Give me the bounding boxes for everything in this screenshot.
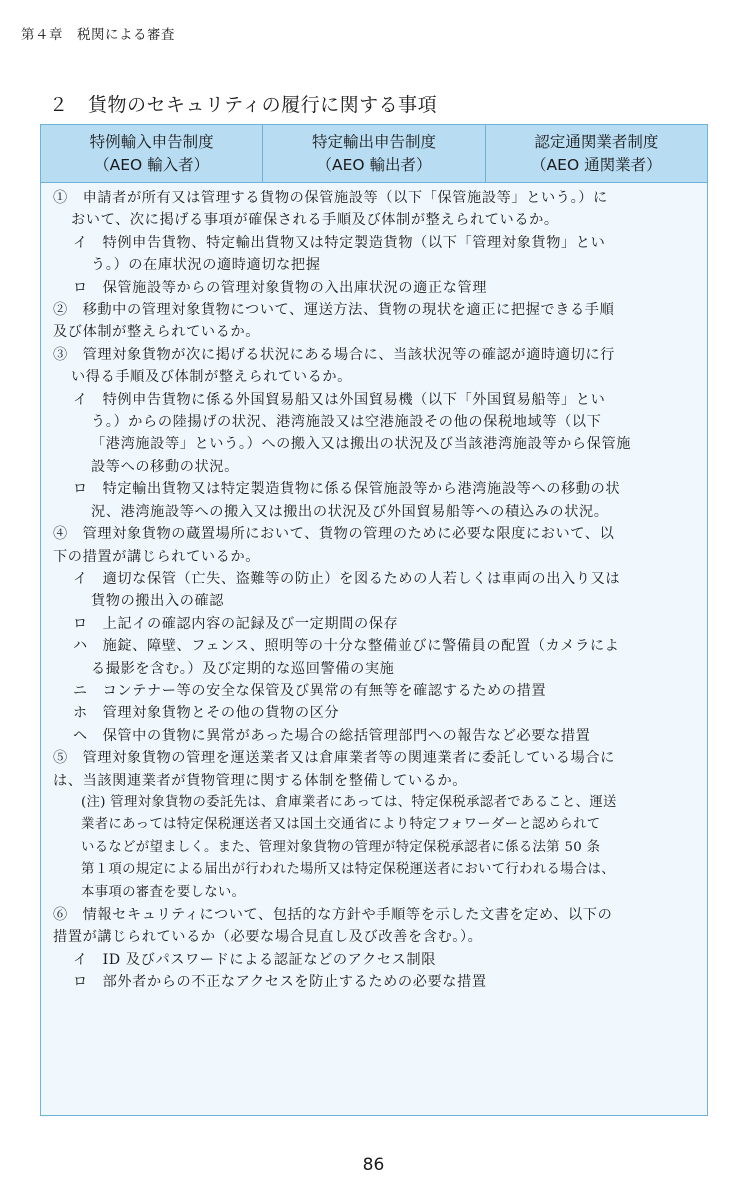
sub-item-text-line: る撮影を含む。）及び定期的な巡回警備の実施	[91, 660, 395, 677]
list-item	[53, 747, 697, 904]
sub-item-text-line: ロ 保管施設等からの管理対象貨物の入出庫状況の適正な管理	[73, 279, 488, 296]
sub-item-text-line: ロ 上記イの確認内容の記録及び一定期間の保存	[73, 615, 399, 632]
note-text-line: 業者にあっては特定保税運送者又は国土交通省により特定フォワーダーと認められて	[81, 817, 601, 833]
sub-item-text-line: イ 特例申告貨物、特定輸出貨物又は特定製造貨物（以下「管理対象貨物」とい	[73, 234, 606, 251]
section-title: ２ 貨物のセキュリティの履行に関する事項	[49, 94, 438, 116]
column-header-subtitle: （AEO 輸出者）	[316, 155, 432, 174]
column-header-aeo-customs-broker	[486, 125, 707, 182]
column-header-subtitle: （AEO 輸入者）	[94, 155, 210, 174]
list-item	[53, 299, 697, 344]
sub-item-text-line: ヘ 保管中の貨物に異常があった場合の総括管理部門への報告など必要な措置	[73, 727, 591, 744]
sub-item	[53, 725, 697, 747]
item-text-line: ⑥ 情報セキュリティについて、包括的な方針や手順等を示した文書を定め、以下の	[53, 907, 613, 923]
sub-item-text-line: う。）の在庫状況の適時適切な把握	[91, 257, 321, 274]
note-text-line: 本事項の審査を要しない。	[81, 884, 246, 900]
sub-item-text-line: イ 特例申告貨物に係る外国貿易船又は外国貿易機（以下「外国貿易船等」とい	[73, 391, 606, 408]
item-text-line: おいて、次に掲げる事項が確保される手順及び体制が整えられているか。	[71, 212, 559, 229]
sub-item-text-line: イ ID 及びパスワードによる認証などのアクセス制限	[73, 951, 436, 968]
column-header-title: 認定通関業者制度	[534, 132, 659, 151]
note-text-line: いるなどが望ましく。また、管理対象貨物の管理が特定保税承認者に係る法第 50 条	[81, 839, 601, 855]
column-header-aeo-exporter	[263, 125, 485, 182]
sub-item-text-line: 設等への移動の状況。	[91, 458, 239, 475]
note-text-line: 第１項の規定による届出が行われた場所又は特定保税運送者において行われる場合は、	[81, 862, 615, 878]
sub-item-text-line: ハ 施錠、障壁、フェンス、照明等の十分な整備並びに警備員の配置（カメラによ	[73, 638, 620, 655]
sub-item	[53, 277, 697, 299]
sub-item-text-line: ロ 特定輸出貨物又は特定製造貨物に係る保管施設等から港湾施設等への移動の状	[73, 481, 621, 498]
column-header-subtitle: （AEO 通関業者）	[531, 155, 662, 174]
chapter-header: 第４章 税関による審査	[21, 27, 175, 43]
item-text-line: ③ 管理対象貨物が次に掲げる状況にある場合に、当該状況等の確認が適時適切に行	[53, 346, 615, 363]
list-item	[53, 904, 697, 994]
sub-item	[53, 613, 697, 635]
item-text-line: 下の措置が講じられているか。	[53, 548, 261, 565]
column-header-title: 特定輸出申告制度	[311, 132, 436, 151]
item-text-line: い得る手順及び体制が整えられているか。	[71, 369, 352, 386]
item-text-line: 及び体制が整えられているか。	[53, 324, 261, 341]
sub-item-text-line: 「港湾施設等」という。）への搬入又は搬出の状況及び当該港湾施設等から保管施	[91, 436, 632, 453]
sub-item-text-line: ホ 管理対象貨物とその他の貨物の区分	[73, 705, 340, 722]
item-text-line: ⑤ 管理対象貨物の管理を運送業者又は倉庫業者等の関連業者に委託している場合に	[53, 750, 615, 767]
table-body	[41, 183, 707, 994]
sub-item-text-line: 貨物の搬出入の確認	[91, 593, 225, 610]
list-item	[53, 344, 697, 523]
sub-item	[53, 949, 697, 971]
page-number: 86	[362, 1155, 385, 1175]
item-text-line: 措置が講じられているか（必要な場合見直し及び改善を含む。）。	[53, 929, 483, 946]
sub-item	[53, 702, 697, 724]
list-item	[53, 187, 697, 299]
item-text-line: ④ 管理対象貨物の蔵置場所において、貨物の管理のために必要な限度において、以	[53, 526, 615, 543]
column-header-title: 特例輸入申告制度	[89, 132, 214, 151]
sub-item	[53, 635, 697, 680]
note	[53, 792, 697, 904]
item-text-line: は、当該関連業者が貨物管理に関する体制を整備しているか。	[53, 772, 468, 789]
item-text-line: ② 移動中の管理対象貨物について、運送方法、貨物の現状を適正に把握できる手順	[53, 302, 615, 319]
sub-item-text-line: イ 適切な保管（亡失、盗難等の防止）を図るための人若しくは車両の出入り又は	[73, 570, 621, 587]
column-header-aeo-importer	[41, 125, 263, 182]
sub-item	[53, 680, 697, 702]
sub-item-text-line: う。）からの陸揚げの状況、港湾施設又は空港施設その他の保税地域等（以下	[91, 414, 602, 431]
sub-item	[53, 971, 697, 993]
sub-item-text-line: ロ 部外者からの不正なアクセスを防止するための必要な措置	[73, 974, 487, 991]
sub-item	[53, 389, 697, 479]
requirements-table	[40, 124, 708, 1116]
sub-item-text-line: ニ コンテナー等の安全な保管及び異常の有無等を確認するための措置	[73, 682, 547, 699]
list-item	[53, 523, 697, 747]
sub-item-text-line: 況、港湾施設等への搬入又は搬出の状況及び外国貿易船等への積込みの状況。	[91, 503, 609, 520]
item-text-line: ① 申請者が所有又は管理する貨物の保管施設等（以下「保管施設等」という。）に	[53, 190, 608, 206]
sub-item	[53, 478, 697, 523]
sub-item	[53, 232, 697, 277]
sub-item	[53, 568, 697, 613]
note-text-line: (注) 管理対象貨物の委託先は、倉庫業者にあっては、特定保税承認者であること、運送	[81, 794, 617, 810]
table-header	[41, 125, 707, 183]
